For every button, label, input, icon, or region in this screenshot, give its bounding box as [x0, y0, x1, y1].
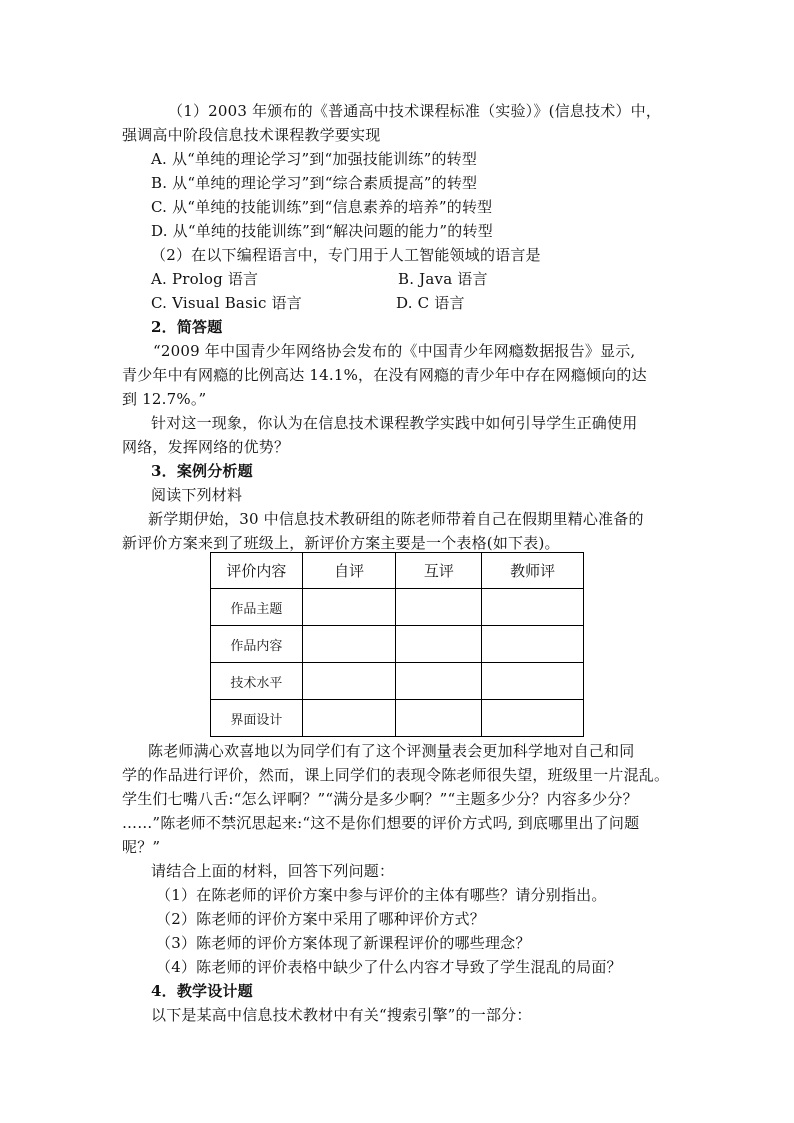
case-para2-line2: 学的作品进行评价，然而，课上同学们的表现令陈老师很失望，班级里一片混乱。	[122, 766, 670, 784]
table-cell	[396, 700, 482, 737]
case-question-1: （1）在陈老师的评价方案中参与评价的主体有哪些？请分别指出。	[156, 886, 607, 904]
table-header-cell: 教师评	[482, 553, 584, 589]
table-row-label: 技术水平	[211, 663, 303, 700]
q1-option-a: A. 从“单纯的理论学习”到“加强技能训练”的转型	[151, 150, 478, 168]
table-row-label: 作品主题	[211, 589, 303, 626]
q1-option-c: C. 从“单纯的技能训练”到“信息素养的培养”的转型	[151, 198, 493, 216]
case-para1-line2: 新评价方案来到了班级上，新评价方案主要是一个表格(如下表)。	[122, 534, 560, 552]
evaluation-table	[210, 552, 584, 737]
table-cell	[302, 700, 396, 737]
table-cell	[396, 626, 482, 663]
table-row	[211, 589, 584, 626]
case-para2-line1: 陈老师满心欢喜地以为同学们有了这个评测量表会更加科学地对自己和同	[148, 742, 635, 760]
q1-option-d: D. 从“单纯的技能训练”到“解决问题的能力”的转型	[151, 222, 493, 240]
case-intro: 阅读下列材料	[151, 486, 243, 504]
table-cell	[482, 589, 584, 626]
case-para2-line3: 学生们七嘴八舌:“怎么评啊？”“满分是多少啊？”“主题多少分？内容多少分？	[122, 790, 638, 808]
case-question-4: （4）陈老师的评价表格中缺少了什么内容才导致了学生混乱的局面？	[156, 958, 622, 976]
case-question-3: （3）陈老师的评价方案体现了新课程评价的哪些理念？	[156, 934, 531, 952]
short-answer-heading: 2．简答题	[151, 318, 223, 336]
design-intro: 以下是某高中信息技术教材中有关“搜索引擎”的一部分：	[151, 1006, 532, 1024]
table-header-cell: 自评	[302, 553, 396, 589]
case-heading: 3．案例分析题	[151, 462, 253, 480]
table-header-cell: 评价内容	[211, 553, 303, 589]
q2-stem: （2）在以下编程语言中，专门用于人工智能领域的语言是	[151, 246, 541, 264]
case-para2-line5: 呢？”	[122, 838, 161, 856]
design-heading: 4．教学设计题	[151, 982, 253, 1000]
table-cell	[302, 626, 396, 663]
q2-option-c: C. Visual Basic 语言	[151, 294, 302, 312]
q1-stem-line2: 强调高中阶段信息技术课程教学要实现	[122, 126, 381, 144]
table-cell	[482, 700, 584, 737]
table-row-label: 界面设计	[211, 700, 303, 737]
q2-option-d: D. C 语言	[396, 294, 465, 312]
table-cell	[302, 589, 396, 626]
table-row	[211, 663, 584, 700]
short-question-line1: 针对这一现象，你认为在信息技术课程教学实践中如何引导学生正确使用	[151, 414, 638, 432]
table-row	[211, 626, 584, 663]
table-cell	[396, 589, 482, 626]
table-header-row	[211, 553, 584, 589]
table-cell	[482, 663, 584, 700]
q2-option-a: A. Prolog 语言	[151, 270, 259, 288]
short-quote-line3: 到 12.7%。”	[122, 390, 207, 408]
case-prompt: 请结合上面的材料，回答下列问题：	[151, 862, 395, 880]
short-quote-line2: 青少年中有网瘾的比例高达 14.1%，在没有网瘾的青少年中存在网瘾倾向的达	[122, 366, 647, 384]
table-cell	[482, 626, 584, 663]
short-question-line2: 网络，发挥网络的优势？	[122, 438, 290, 456]
case-para1-line1: 新学期伊始，30 中信息技术教研组的陈老师带着自己在假期里精心准备的	[148, 510, 644, 528]
q1-stem-line1: （1）2003 年颁布的《普通高中技术课程标准（实验）》(信息技术）中，	[168, 102, 662, 120]
case-question-2: （2）陈老师的评价方案中采用了哪种评价方式？	[156, 910, 485, 928]
case-para2-line4: ……”陈老师不禁沉思起来:“这不是你们想要的评价方式吗, 到底哪里出了问题	[122, 814, 640, 832]
table-cell	[302, 663, 396, 700]
table-cell	[396, 663, 482, 700]
table-row	[211, 700, 584, 737]
q1-option-b: B. 从“单纯的理论学习”到“综合素质提高”的转型	[151, 174, 478, 192]
q2-option-b: B. Java 语言	[398, 270, 488, 288]
table-row-label: 作品内容	[211, 626, 303, 663]
table-header-cell: 互评	[396, 553, 482, 589]
short-quote-line1: “2009 年中国青少年网络协会发布的《中国青少年网瘾数据报告》显示,	[153, 342, 636, 360]
